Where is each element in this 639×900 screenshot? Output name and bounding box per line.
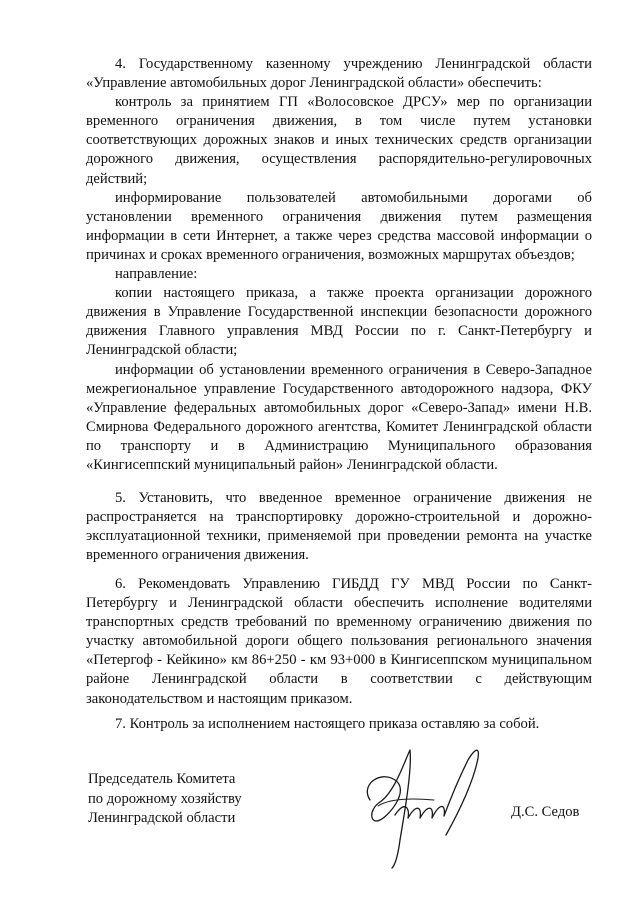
clause-7 — [86, 715, 592, 734]
clause-5-text: 5. Установить, что введенное временное ограничение движения не распространяется на транспортировку дорожно-строительной и дорожно-эксплуатационной техники, применяемой при проведении ремонта на участке временного ограничения движения. — [86, 490, 592, 564]
clause-4-direction-label: направление: — [115, 266, 198, 283]
clause-6-text: 6. Рекомендовать Управлению ГИБДД ГУ МВД России по Санкт-Петербургу и Ленинградской области обеспечить исполнение водителями транспортных средств требований по временному ограничению движения по участку автомобильной дороги общего пользования регионального значения «Петергоф - Кейкино» км 86+250 - км 93+000 в Кингисеппском муниципальном районе Ленинградской области в соответствии с действующим законодательством и настоящим приказом. — [86, 576, 592, 707]
clause-5 — [86, 489, 592, 565]
signer-name: Д.С. Седов — [511, 804, 580, 820]
clause-4-copies: копии настоящего приказа, а также проекта организации дорожного движения в Управление Государственной инспекции безопасности дорожного движения Главного управления МВД России по г. Санкт-Петербургу и Ленинградской области; — [86, 285, 592, 359]
clause-7-text: 7. Контроль за исполнением настоящего приказа оставляю за собой. — [115, 716, 540, 732]
signer-title-line: Ленинградской области — [88, 810, 236, 826]
clause-6 — [86, 575, 592, 709]
handwritten-signature — [350, 740, 500, 870]
clause-4-intro: 4. Государственному казенному учреждению Ленинградской области «Управление автомобильных дорог Ленинградской области» обеспечить: — [86, 56, 592, 92]
clause-4-informing: информирование пользователей автомобильными дорогами об установлении временного ограничения движения путем размещения информации в сети Интернет, а также через средства массовой информации о причинах и сроках временного ограничения, возможных маршрутах объездов; — [86, 189, 592, 263]
clause-4-info: информации об установлении временного ограничения в Северо-Западное межрегиональное управление Государственного автодорожного надзора, ФКУ «Управление федеральных автомобильных дорог «Северо-Запад» имени Н.В. Смирнова Федерального дорожного агентства, Комитет Ленинградской области по транспорту и в Администрацию Муниципального образования «Кингисеппский муниципальный район» Ленинградской области. — [86, 361, 592, 473]
signer-title-line: по дорожному хозяйству — [88, 790, 242, 807]
signer-title — [88, 770, 242, 829]
clause-4-control: контроль за принятием ГП «Волосовское ДРСУ» мер по организации временного ограничения движения, в том числе путем установки соответствующих дорожных знаков и иных технических средств организации дорожного движения, осуществления распорядительно-регулировочных действий; — [86, 94, 592, 187]
clause-4 — [86, 55, 592, 475]
signer-title-line: Председатель Комитета — [88, 771, 236, 787]
